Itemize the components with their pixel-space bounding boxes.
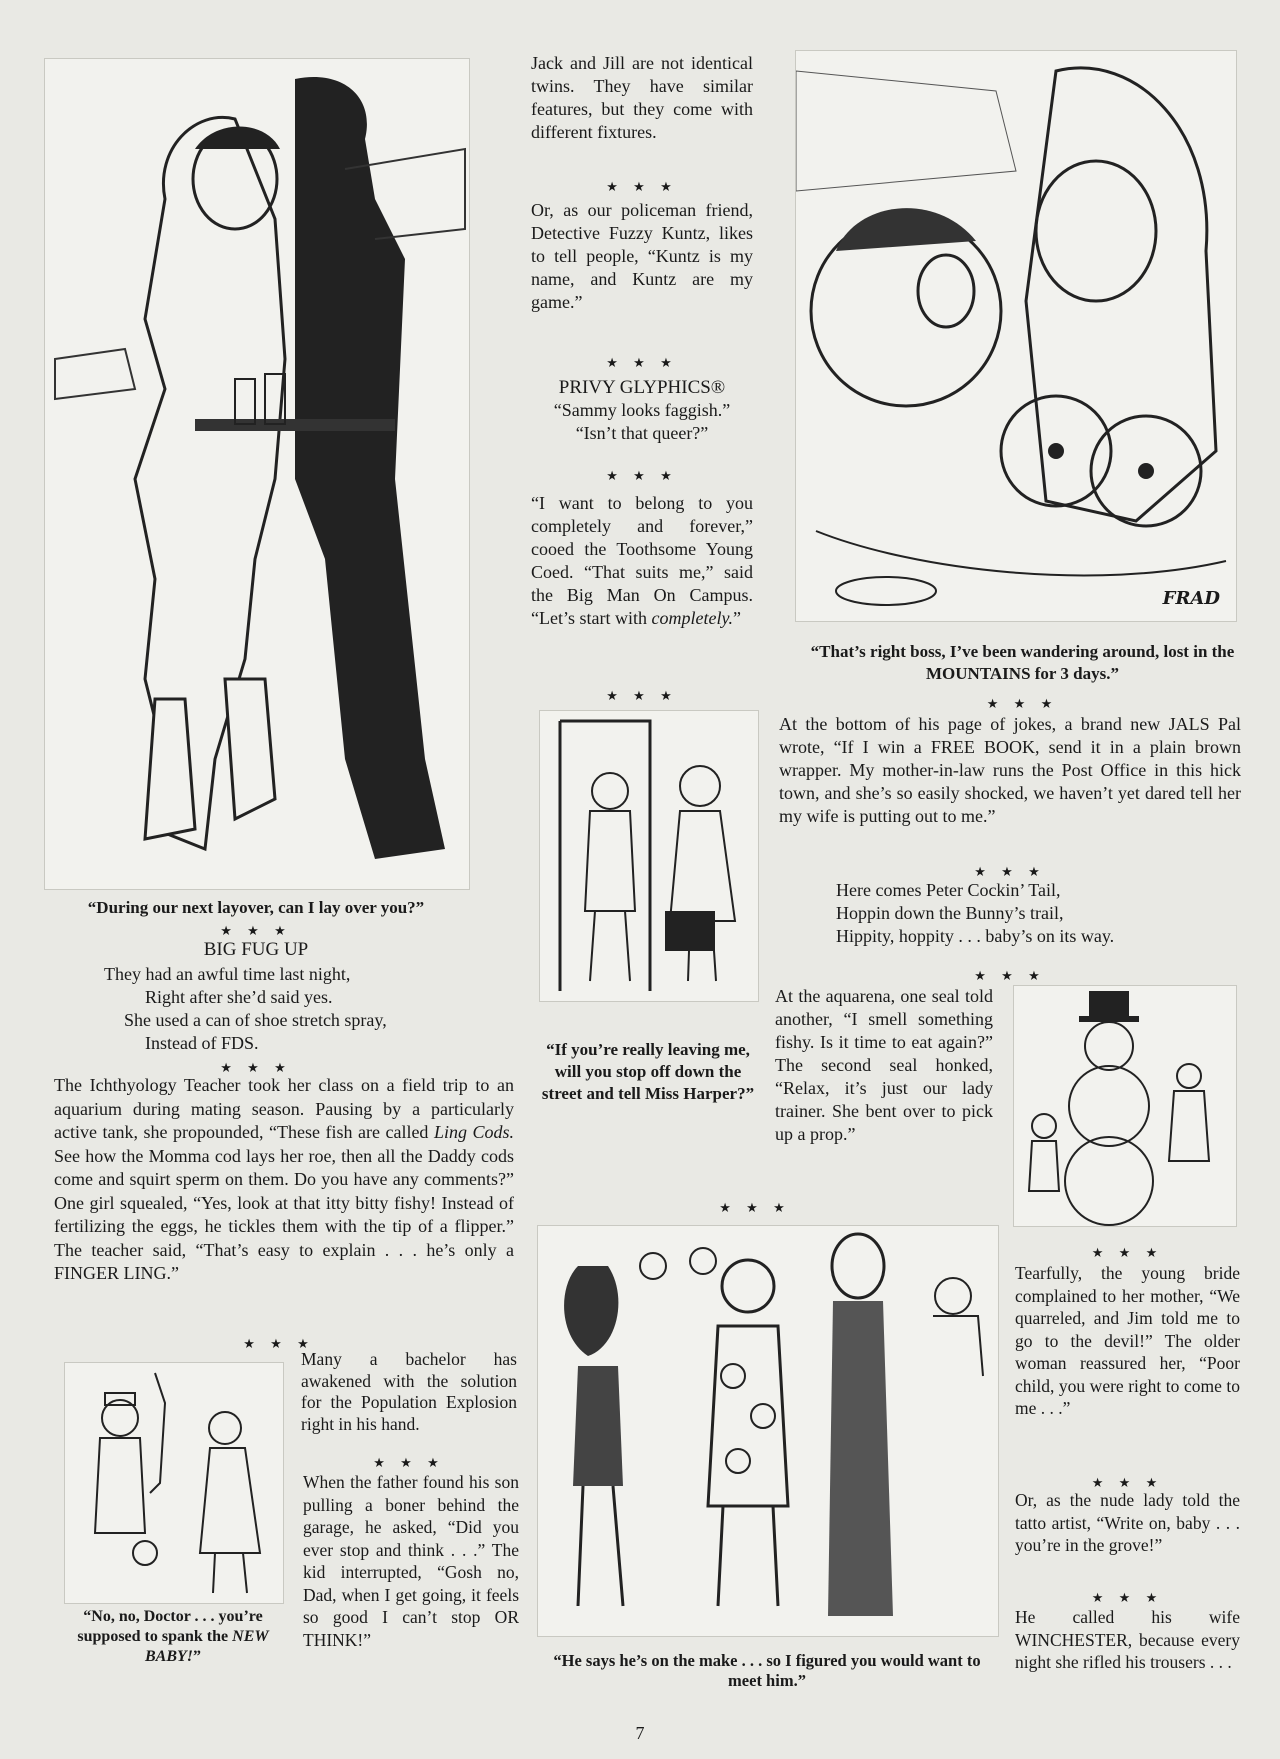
cartoon-doctor — [64, 1362, 284, 1604]
cartoon-stewardess — [44, 58, 470, 890]
separator-stars: ★ ★ ★ — [719, 1200, 791, 1215]
coed-emphasis: completely. — [651, 608, 733, 628]
privy-glyphics — [531, 376, 753, 445]
privy-line: “Sammy looks faggish.” — [553, 400, 731, 420]
privy-heading: PRIVY GLYPHICS® — [558, 377, 726, 398]
separator-stars: ★ ★ ★ — [606, 355, 678, 370]
doctor-and-nurse-icon — [65, 1363, 283, 1603]
privy-line: “Isn’t that queer?” — [575, 423, 709, 443]
separator-stars: ★ ★ ★ — [1091, 1475, 1164, 1490]
stewardess-caption: “During our next layover, can I lay over you?” — [87, 898, 425, 917]
cartoon-signature: FRAD — [1162, 588, 1220, 609]
separator-stars: ★ ★ ★ — [1091, 1245, 1164, 1260]
separator-stars: ★ ★ ★ — [243, 1336, 315, 1351]
doctor-caption-text: “No, no, Doctor . . . you’re supposed to spank the — [77, 1608, 263, 1645]
father-joke: When the father found his son pulling a boner behind the garage, he asked, “Did you ever stop and think . . .” The kid interrupted, “Gosh no, Dad, when I get going, it feels so good I can’t stop OR THINK!” — [303, 1472, 519, 1650]
coed-text: ” — [732, 608, 741, 628]
ichthyology-joke — [54, 1074, 514, 1286]
separator-stars: ★ ★ ★ — [974, 968, 1046, 983]
cartoon-doorway — [539, 710, 759, 1002]
separator-stars: ★ ★ ★ — [974, 864, 1046, 879]
ichthyology-text: See how the Momma cod lays her roe, then all the Daddy cods come and squirt sperm on them. Do you have any comments?” One girl squealed, “Yes, look at that itty bitty fishy! Instead of fertilizing the eggs, he tickles them with the tip of a flipper.” The teacher said, “That’s easy to explain . . . he’s only a FINGER LING.” — [54, 1145, 514, 1283]
doorway-caption: “If you’re really leaving me, will you stop off down the street and tell Miss Harper?” — [541, 1040, 755, 1103]
cartoon-party — [537, 1225, 999, 1637]
doctor-caption — [64, 1607, 282, 1667]
poem-line: She used a can of shoe stretch spray, — [124, 1010, 387, 1030]
stewardess-pilot-icon — [45, 59, 469, 889]
nude-lady-joke: Or, as the nude lady told the tatto artist, “Write on, baby . . . you’re in the grove!” — [1015, 1490, 1240, 1555]
tearfully-joke: Tearfully, the young bride complained to her mother, “We quarreled, and Jim told me to go to the devil!” The older woman reassured her, “Poor child, you were right to come to me . . .” — [1015, 1263, 1240, 1418]
peter-poem — [836, 879, 1256, 948]
doctor-caption-text: ” — [193, 1648, 201, 1665]
poem-line: They had an awful time last night, — [104, 964, 351, 984]
ichthyology-emphasis: Ling Cods. — [433, 1122, 514, 1142]
cartoon-snowman — [1013, 985, 1237, 1227]
page-number: 7 — [635, 1723, 645, 1743]
separator-stars: ★ ★ ★ — [220, 1060, 292, 1075]
separator-stars: ★ ★ ★ — [220, 923, 292, 938]
separator-stars: ★ ★ ★ — [373, 1455, 445, 1470]
big-fug-up-heading: BIG FUG UP — [203, 939, 309, 960]
jals-pal-joke: At the bottom of his page of jokes, a brand new JALS Pal wrote, “If I win a FREE BOOK, send it in a plain brown wrapper. My mother-in-law runs the Post Office in this hick town, and she’s so easily shocked, we haven’t yet dared tell her my wife is putting out to me.” — [779, 714, 1241, 826]
aquarena-joke: At the aquarena, one seal told another, “I smell something fishy. Is it time to eat again?” The second seal honked, “Relax, it’s just our lady trainer. She bent over to pick up a prop.” — [775, 986, 993, 1144]
winchester-joke: He called his wife WINCHESTER, because every night she rifled his trousers . . . — [1015, 1607, 1240, 1672]
party-caption: “He says he’s on the make . . . so I figured you would want to meet him.” — [553, 1651, 981, 1690]
separator-stars: ★ ★ ★ — [986, 696, 1059, 711]
separator-stars: ★ ★ ★ — [606, 179, 678, 194]
separator-stars: ★ ★ ★ — [1091, 1590, 1164, 1605]
big-fug-up-poem — [44, 937, 468, 1055]
doctor-caption-emphasis: NEW BABY! — [144, 1628, 269, 1665]
snowman-children-icon — [1014, 986, 1236, 1226]
poem-line: Here comes Peter Cockin’ Tail, — [836, 880, 1061, 900]
poem-line: Instead of FDS. — [145, 1033, 259, 1053]
policeman-joke: Or, as our policeman friend, Detective Fuzzy Kuntz, likes to tell people, “Kuntz is my name, and Kuntz are my game.” — [531, 200, 753, 312]
poem-line: Right after she’d said yes. — [145, 987, 333, 1007]
couple-at-doorway-icon — [540, 711, 758, 1001]
poem-line: Hoppin down the Bunny’s trail, — [836, 903, 1064, 923]
cartoon-mountains — [795, 50, 1237, 622]
poem-line: Hippity, hoppity . . . baby’s on its way. — [836, 926, 1115, 946]
jack-jill-joke: Jack and Jill are not identical twins. They have similar features, but they come with different fixtures. — [531, 53, 753, 142]
bachelor-joke: Many a bachelor has awakened with the solution for the Population Explosion right in his hand. — [301, 1349, 517, 1434]
cocktail-party-icon — [538, 1226, 998, 1636]
separator-stars: ★ ★ ★ — [606, 468, 678, 483]
ichthyology-text: The Ichthyology Teacher took her class on a field trip to an aquarium during mating season. Pausing by a particularly active tank, she propounded, “These fish are called — [54, 1075, 514, 1142]
coed-text: “I want to belong to you completely and forever,” cooed the Toothsome Young Coed. “That suits me,” said the Big Man On Campus. “Let’s start with — [531, 493, 753, 628]
man-with-phone-and-nude-woman-icon — [796, 51, 1236, 621]
coed-joke — [531, 492, 753, 630]
mountains-caption: “That’s right boss, I’ve been wandering around, lost in the MOUNTAINS for 3 days.” — [810, 642, 1235, 683]
separator-stars: ★ ★ ★ — [606, 688, 678, 703]
